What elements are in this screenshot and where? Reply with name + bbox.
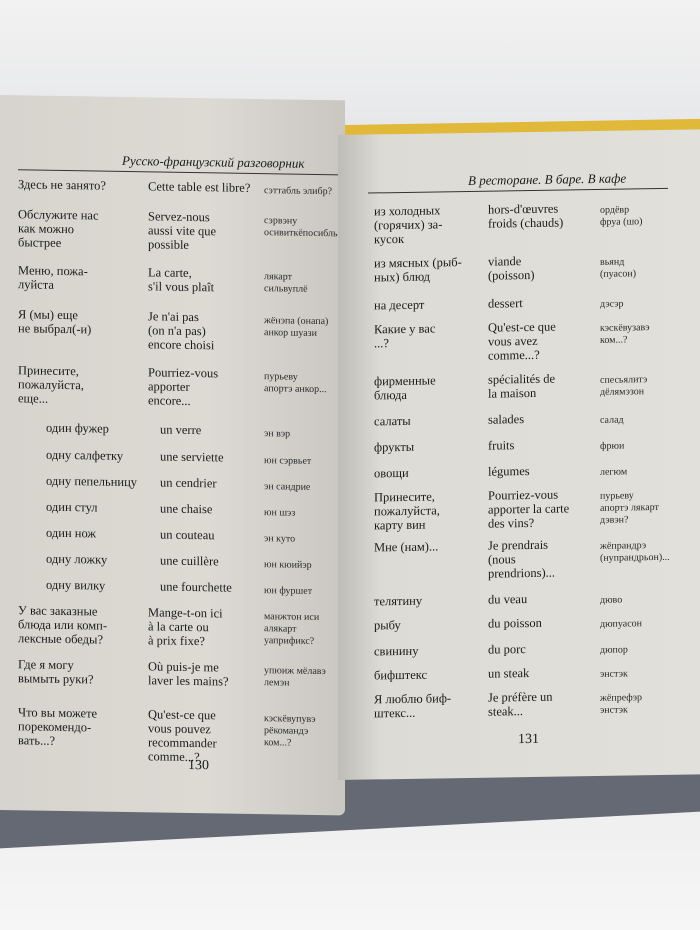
phrase-french: un cendrier [160,475,217,491]
phrase-transcription: манжтон иси алякарт уапрификс? [264,611,320,647]
phrase-russian: Где я могу вымыть руки? [18,657,94,687]
right-page [338,129,700,780]
phrase-transcription: сэттабль элибр? [264,185,333,198]
phrase-transcription: дэсэр [600,298,624,310]
phrase-transcription: юн кюийэр [264,559,312,571]
phrase-french: un verre [160,422,202,438]
phrase-transcription: жёпрефэр энстэк [600,692,643,716]
phrase-russian: Принесите, пожалуйста, карту вин [374,489,440,533]
phrase-russian: фрукты [374,439,415,455]
phrase-transcription: эн вэр [264,428,291,440]
phrase-french: La carte, s'il vous plaît [148,265,215,295]
phrase-french: une cuillère [160,553,219,569]
phrase-french: hors-d'œuvres froids (chauds) [488,201,564,231]
phrase-russian: салаты [374,413,411,429]
phrase-russian: один нож [46,525,97,541]
phrase-transcription: дюво [600,594,623,606]
phrase-russian: фирменные блюда [374,373,436,403]
phrase-transcription: жёпрандрэ (нупрандрьон)... [600,540,670,564]
phrase-russian: Я люблю биф- штекс... [374,691,452,721]
phrase-transcription: сэрвэну осивиткёпосибль [264,215,338,240]
phrase-russian: У вас заказные блюда или комп- лексные обеды? [18,603,107,647]
left-page [0,95,345,815]
phrase-transcription: фрюи [600,440,625,452]
phrase-russian: Принесите, пожалуйста, еще... [18,363,84,406]
phrase-transcription: жёнэпа (онапа) анкор шуази [264,315,329,339]
phrase-french: du poisson [488,615,542,631]
phrase-russian: один стул [46,499,98,515]
phrase-transcription: легюм [600,466,628,478]
phrase-french: Qu'est-ce que vous avez comme...? [488,319,556,363]
phrase-transcription: дюпор [600,644,628,656]
phrase-french: Je prendrais (nous prendrions)... [488,537,555,581]
left-page-number: 130 [188,757,209,774]
phrase-transcription: пурьеву апортэ анкор... [264,371,327,396]
phrase-russian: овощи [374,465,409,481]
phrase-transcription: юн сэрвьет [264,455,312,467]
phrase-french: fruits [488,438,515,453]
left-page-header: Русско-французский разговорник [122,152,305,171]
phrase-transcription: эн сандрие [264,481,311,493]
phrase-transcription: юн шэз [264,507,296,519]
right-page-header: В ресторане. В баре. В кафе [468,170,627,188]
phrase-russian: Здесь не занято? [18,177,106,193]
phrase-russian: телятину [374,593,423,609]
right-page-number: 131 [518,731,539,748]
phrase-french: dessert [488,296,523,311]
phrase-russian: Меню, пожа- луйста [18,263,88,292]
phrase-french: Pourriez-vous apporter la carte des vins? [488,487,570,531]
phrase-russian: из мясных (рыб- ных) блюд [374,255,462,285]
phrase-russian: одну ложку [46,551,108,567]
phrase-russian: Обслужите нас как можно быстрее [18,207,99,250]
phrase-french: une fourchette [160,579,232,595]
phrase-russian: один фужер [46,420,109,436]
phrase-french: un steak [488,665,530,681]
phrase-transcription: спесьялитэ дёлямэзон [600,374,648,398]
phrase-russian: одну вилку [46,577,106,593]
phrase-transcription: юн фуршет [264,585,313,597]
phrase-french: Servez-nous aussi vite que possible [148,209,217,252]
phrase-russian: бифштекс [374,667,428,683]
phrase-transcription: энстэк [600,668,628,680]
phrase-french: du porc [488,642,526,657]
phrase-russian: Мне (нам)... [374,539,439,555]
phrase-transcription: ордёвр фруа (шо) [600,204,643,228]
phrase-french: un couteau [160,527,215,543]
phrase-french: une chaise [160,501,213,517]
phrase-transcription: салад [600,414,624,426]
phrase-french: Où puis-je me laver les mains? [148,659,229,689]
phrase-transcription: эн куто [264,533,296,545]
phrase-transcription: лякарт сильвуплё [264,271,308,295]
phrase-transcription: дюпуасон [600,618,643,630]
phrase-french: du veau [488,592,528,607]
phrase-russian: свинину [374,643,419,659]
phrase-russian: Что вы можете порекомендо- вать...? [18,705,98,748]
phrase-transcription: вьянд (пуасон) [600,256,637,280]
phrase-transcription: кэскёвупувэ рёкомандэ ком...? [264,713,316,749]
phrase-french: Cette table est libre? [148,179,251,195]
phrase-russian: Я (мы) еще не выбрал(-и) [18,307,92,337]
phrase-russian: Какие у вас ...? [374,321,436,351]
phrase-transcription: кэскёвузавэ ком...? [600,322,650,346]
phrase-transcription: пурьеву апортэ лякарт дэвэн? [600,490,659,526]
phrase-french: Pourriez-vous apporter encore... [148,365,219,408]
phrase-french: Qu'est-ce que vous pouvez recommander comme...? [148,707,217,765]
phrase-french: Je n'ai pas (on n'a pas) encore choisi [148,309,215,353]
phrase-french: une serviette [160,449,224,465]
phrase-russian: на десерт [374,297,425,313]
phrase-russian: рыбу [374,618,401,633]
phrase-russian: одну салфетку [46,447,124,463]
phrase-french: Je préfère un steak... [488,689,553,719]
phrase-french: Mange-t-on ici à la carte ou à prix fixe? [148,605,223,649]
phrase-russian: одну пепельницу [46,473,138,490]
phrase-russian: из холодных (горячих) за- кусок [374,203,443,247]
phrase-french: viande (poisson) [488,254,535,283]
phrase-french: salades [488,412,525,427]
phrase-french: légumes [488,463,530,479]
right-header-rule [368,188,668,194]
phrase-french: spécialités de la maison [488,371,555,401]
phrase-transcription: упюиж мёлавэ лемэн [264,665,326,689]
